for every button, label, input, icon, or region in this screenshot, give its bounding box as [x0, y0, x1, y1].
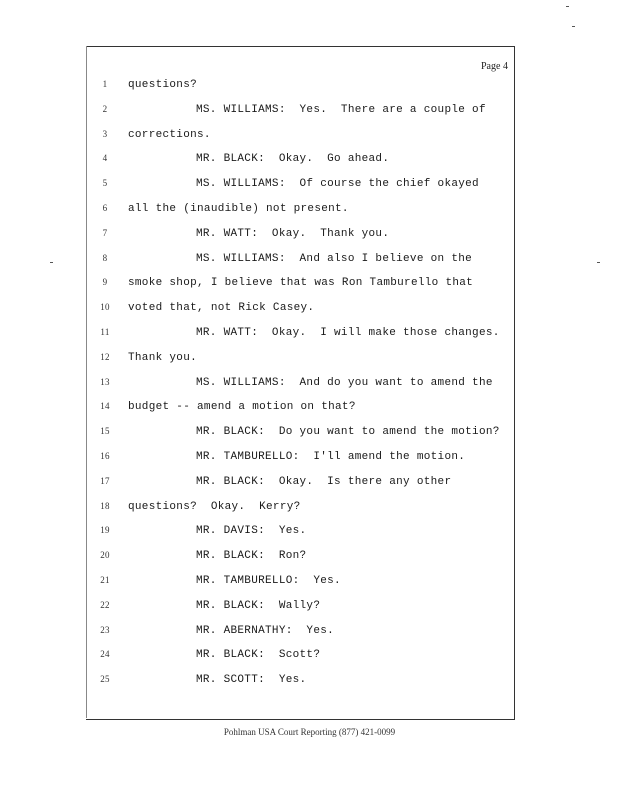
line-number: 6: [102, 203, 108, 213]
transcript-line: [0, 426, 619, 442]
transcript-line: [0, 129, 619, 145]
line-number: 17: [100, 476, 110, 486]
line-number: 23: [100, 625, 110, 635]
line-text: questions? Okay. Kerry?: [128, 501, 301, 513]
transcript-line: [0, 575, 619, 591]
line-text: corrections.: [128, 129, 211, 141]
line-text: budget -- amend a motion on that?: [128, 401, 356, 413]
line-number: 2: [102, 104, 108, 114]
transcript-line: [0, 451, 619, 467]
line-number: 12: [100, 352, 110, 362]
line-text: MS. WILLIAMS: And do you want to amend the: [196, 377, 493, 389]
transcript-line: [0, 550, 619, 566]
transcript-line: [0, 104, 619, 120]
line-text: MR. WATT: Okay. I will make those changes.: [196, 327, 500, 339]
line-number: 24: [100, 649, 110, 659]
transcript-line: [0, 401, 619, 417]
line-number: 18: [100, 501, 110, 511]
line-text: smoke shop, I believe that was Ron Tamburello that: [128, 277, 474, 289]
line-number: 5: [102, 178, 108, 188]
scan-speck: [566, 6, 569, 7]
line-number: 14: [100, 401, 110, 411]
line-text: voted that, not Rick Casey.: [128, 302, 315, 314]
transcript-line: [0, 476, 619, 492]
line-number: 25: [100, 674, 110, 684]
transcript-line: [0, 302, 619, 318]
line-number: 4: [102, 153, 108, 163]
line-text: MR. DAVIS: Yes.: [196, 525, 307, 537]
line-number: 21: [100, 575, 110, 585]
line-number: 7: [102, 228, 108, 238]
transcript-line: [0, 228, 619, 244]
line-text: MR. BLACK: Do you want to amend the motion?: [196, 426, 500, 438]
transcript-line: [0, 377, 619, 393]
transcript-line: [0, 600, 619, 616]
line-number: 13: [100, 377, 110, 387]
page-number-label: Page 4: [481, 61, 508, 72]
transcript-line: [0, 674, 619, 690]
transcript-line: [0, 79, 619, 95]
line-text: MR. TAMBURELLO: I'll amend the motion.: [196, 451, 466, 463]
scan-speck: [597, 262, 600, 263]
line-text: questions?: [128, 79, 198, 91]
line-number: 15: [100, 426, 110, 436]
transcript-line: [0, 277, 619, 293]
transcript-line: [0, 649, 619, 665]
line-text: MR. TAMBURELLO: Yes.: [196, 575, 341, 587]
line-number: 8: [102, 253, 108, 263]
line-text: MR. BLACK: Wally?: [196, 600, 321, 612]
line-text: MS. WILLIAMS: And also I believe on the: [196, 253, 473, 265]
line-number: 10: [100, 302, 110, 312]
line-text: MR. SCOTT: Yes.: [196, 674, 307, 686]
transcript-line: [0, 153, 619, 169]
line-number: 9: [102, 277, 108, 287]
footer-reporter-info: Pohlman USA Court Reporting (877) 421-0099: [223, 727, 396, 737]
transcript-line: [0, 501, 619, 517]
scan-speck: [50, 262, 53, 263]
line-text: MR. BLACK: Scott?: [196, 649, 321, 661]
transcript-line: [0, 203, 619, 219]
transcript-line: [0, 178, 619, 194]
line-number: 3: [102, 129, 108, 139]
line-number: 20: [100, 550, 110, 560]
line-text: MR. BLACK: Okay. Go ahead.: [196, 153, 390, 165]
line-number: 22: [100, 600, 110, 610]
transcript-line: [0, 253, 619, 269]
line-number: 16: [100, 451, 110, 461]
line-text: MR. ABERNATHY: Yes.: [196, 625, 335, 637]
line-text: MR. WATT: Okay. Thank you.: [196, 228, 390, 240]
transcript-line: [0, 327, 619, 343]
line-text: MS. WILLIAMS: Yes. There are a couple of: [196, 104, 486, 116]
line-text: MR. BLACK: Ron?: [196, 550, 307, 562]
line-text: all the (inaudible) not present.: [128, 203, 349, 215]
transcript-line: [0, 525, 619, 541]
transcript-line: [0, 625, 619, 641]
scan-speck: [572, 26, 575, 27]
line-number: 11: [100, 327, 110, 337]
line-text: MR. BLACK: Okay. Is there any other: [196, 476, 452, 488]
line-number: 1: [102, 79, 108, 89]
transcript-line: [0, 352, 619, 368]
line-text: Thank you.: [128, 352, 198, 364]
line-number: 19: [100, 525, 110, 535]
line-text: MS. WILLIAMS: Of course the chief okayed: [196, 178, 479, 190]
